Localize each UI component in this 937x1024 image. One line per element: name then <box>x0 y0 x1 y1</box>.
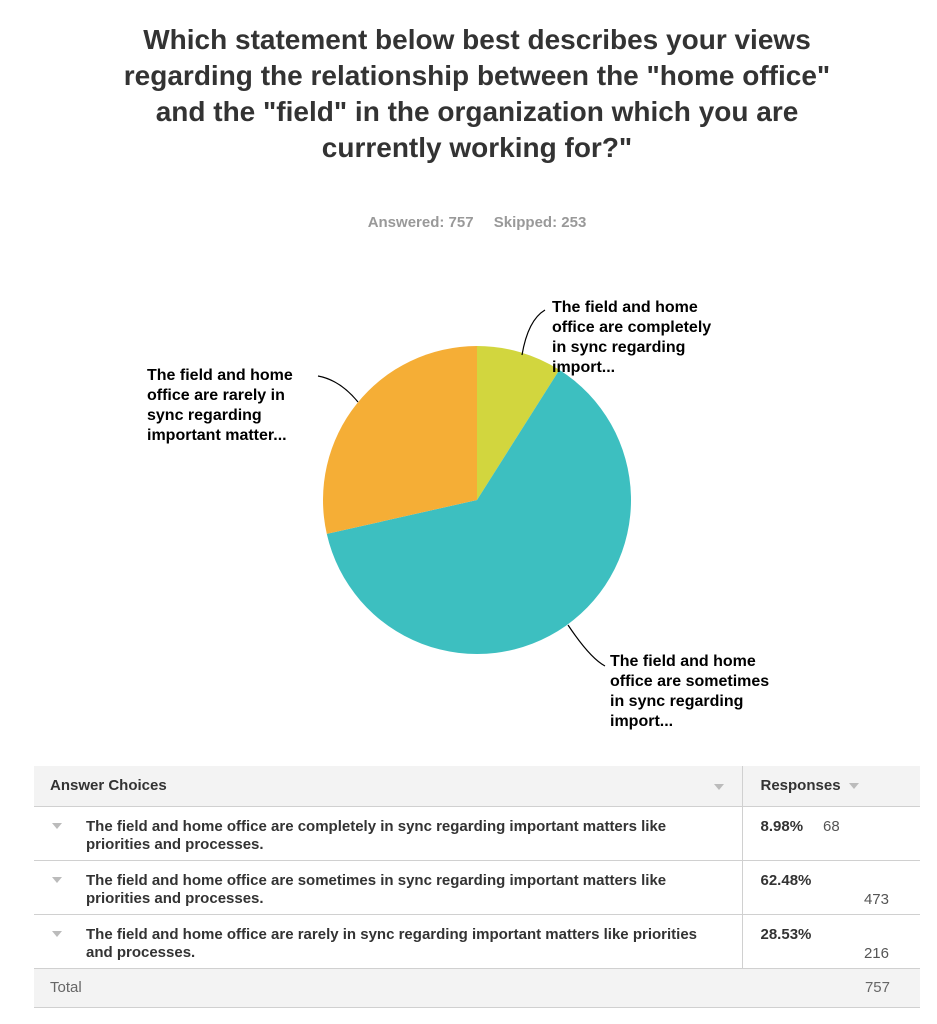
answer-choice-text: The field and home office are completely in sync regarding important matters like priorities and processes. <box>86 817 667 853</box>
response-count[interactable]: 68 <box>823 817 840 835</box>
pie-chart <box>0 280 937 760</box>
answer-choice-cell <box>34 860 742 914</box>
response-count[interactable]: 216 <box>863 944 889 962</box>
response-percent: 28.53% <box>760 925 812 943</box>
leader-line-completely <box>522 310 545 355</box>
answered-count: Answered: 757 <box>367 214 474 231</box>
expand-arrow-icon[interactable] <box>52 931 62 937</box>
sort-arrow-icon[interactable] <box>849 783 859 789</box>
response-cell <box>742 914 920 968</box>
pie-label-sometimes <box>610 652 785 732</box>
responses-header-label: Responses <box>760 777 841 795</box>
pie-label-completely <box>552 298 727 378</box>
response-stats <box>0 214 937 231</box>
answer-choices-header-label: Answer Choices <box>50 777 167 795</box>
response-percent: 62.48% <box>760 871 812 889</box>
responses-table <box>34 766 920 1008</box>
table-row <box>34 806 920 860</box>
response-cell <box>742 860 920 914</box>
leader-line-rarely <box>318 376 358 402</box>
responses-header[interactable] <box>742 766 920 806</box>
table-total-row <box>34 968 920 1007</box>
answer-choice-cell <box>34 806 742 860</box>
answer-choice-cell <box>34 914 742 968</box>
response-cell <box>742 806 920 860</box>
pie-label-rarely <box>147 366 315 446</box>
expand-arrow-icon[interactable] <box>52 877 62 883</box>
sort-arrow-icon[interactable] <box>714 784 724 790</box>
expand-arrow-icon[interactable] <box>52 823 62 829</box>
leader-line-sometimes <box>568 625 605 666</box>
total-label: Total <box>34 968 742 1007</box>
answer-choice-text: The field and home office are sometimes in sync regarding important matters like priorities and processes. <box>86 871 667 907</box>
answer-choices-header[interactable] <box>34 766 742 806</box>
pie-label-completely-text: The field and home office are completely in sync regarding import... <box>552 299 712 376</box>
table-header <box>34 766 920 806</box>
question-title: Which statement below best describes your views regarding the relationship between the "home office" and the "field" in the organization which you are currently working for?" <box>123 24 831 163</box>
response-count[interactable]: 473 <box>863 890 889 908</box>
total-value: 757 <box>742 968 920 1007</box>
answer-choice-text: The field and home office are rarely in sync regarding important matters like priorities and processes. <box>86 925 698 961</box>
table-row <box>34 914 920 968</box>
skipped-count: Skipped: 253 <box>493 214 587 231</box>
response-percent: 8.98% <box>760 817 804 835</box>
pie-label-sometimes-text: The field and home office are sometimes in sync regarding import... <box>610 653 770 730</box>
pie-label-rarely-text: The field and home office are rarely in sync regarding important matter... <box>147 367 293 444</box>
table-row <box>34 860 920 914</box>
